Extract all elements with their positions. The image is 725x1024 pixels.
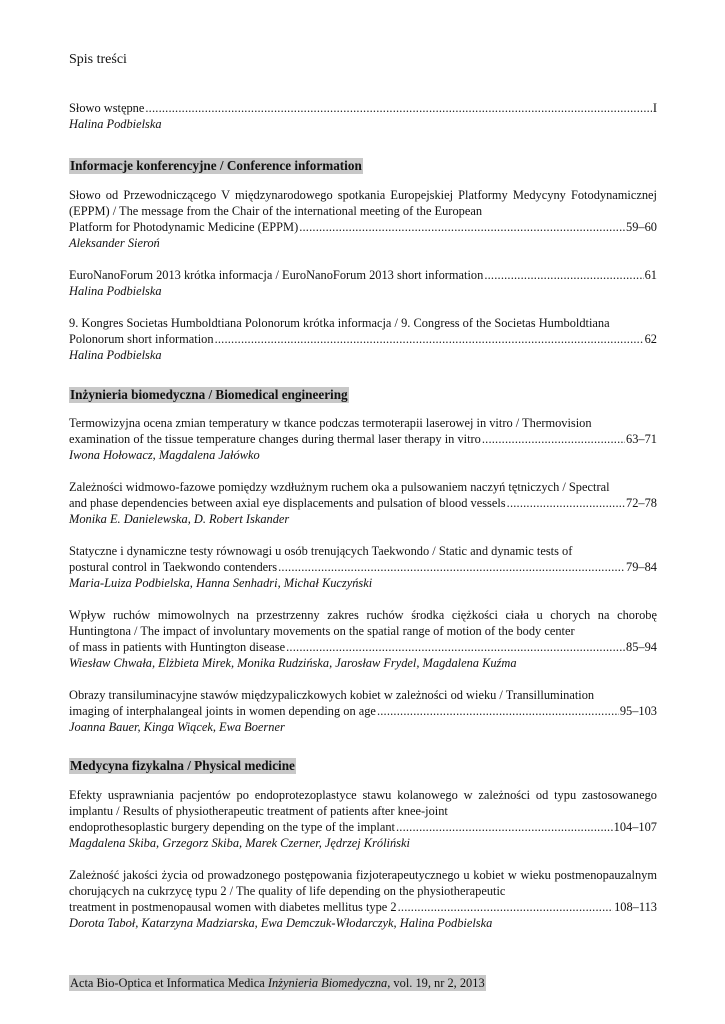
entry-authors: Joanna Bauer, Kinga Wiącek, Ewa Boerner: [69, 720, 285, 734]
section-physical-medicine: [69, 757, 657, 931]
entry-title-last-line: and phase dependencies between axial eye displacements and pulsation of blood vessels: [69, 496, 506, 510]
preface-entry: [69, 100, 657, 132]
entry-title: Słowo wstępne: [69, 101, 145, 115]
leader-dots: [299, 219, 625, 235]
entry-title: Słowo od Przewodniczącego V międzynarodowego spotkania Europejskiej Platformy Medycyny Fotodynamicznej (EPPM) / The message from the Chair of the international meeting of the European: [69, 188, 657, 218]
section-heading: Inżynieria biomedyczna / Biomedical engineering: [70, 387, 348, 402]
entry-title-last-line: postural control in Taekwondo contenders: [69, 560, 278, 574]
entry-pages: 108–113: [614, 900, 657, 914]
entry-pages: I: [652, 101, 657, 115]
entry-authors: Magdalena Skiba, Grzegorz Skiba, Marek Czerner, Jędrzej Króliński: [69, 836, 410, 850]
entry-title: Obrazy transiluminacyjne stawów międzypaliczkowych kobiet w zależności od wieku / Transillumination: [69, 688, 595, 702]
leader-dots: [507, 495, 625, 511]
entry-title-line: [69, 100, 657, 116]
entry-authors: Halina Podbielska: [69, 348, 162, 362]
entry-authors: Wiesław Chwała, Elżbieta Mirek, Monika Rudzińska, Jarosław Frydel, Magdalena Kuźma: [69, 656, 517, 670]
page-title: Spis treści: [69, 52, 127, 67]
leader-dots: [484, 267, 643, 283]
journal-footer: [69, 975, 486, 991]
entry-title: Efekty usprawniania pacjentów po endoprotezoplastyce stawu kolanowego w zależności od typu zastosowanego implantu / Results of physiotherapeutic treatment of patients after knee-joint: [69, 788, 657, 818]
leader-dots: [145, 100, 651, 116]
toc-entry: [69, 787, 657, 851]
toc-entry: [69, 267, 657, 299]
toc-entry: [69, 187, 657, 251]
entry-pages: 95–103: [619, 704, 657, 718]
leader-dots: [396, 819, 613, 835]
footer-volume-info: , vol. 19, nr 2, 2013: [387, 976, 485, 990]
leader-dots: [215, 331, 644, 347]
entry-authors: Aleksander Sieroń: [69, 236, 160, 250]
entry-title-last-line: examination of the tissue temperature changes during thermal laser therapy in vitro: [69, 432, 481, 446]
entry-pages: 63–71: [626, 432, 657, 446]
leader-dots: [482, 431, 625, 447]
entry-title: Zależność jakości życia od prowadzonego postępowania fizjoterapeutycznego u kobiet w wieku postmenopauzalnym chorujących na cukrzycę typu 2 / The quality of life depending on the physiotherapeutic: [69, 868, 657, 898]
entry-title: Zależności widmowo-fazowe pomiędzy wzdłużnym ruchem oka a pulsowaniem naczyń tętniczych / Spectral: [69, 480, 610, 494]
leader-dots: [377, 703, 619, 719]
entry-authors: Maria-Luiza Podbielska, Hanna Senhadri, Michał Kuczyński: [69, 576, 373, 590]
leader-dots: [398, 899, 613, 915]
entry-title-last-line: endoprothesoplastic burgery depending on the type of the implant: [69, 820, 395, 834]
toc-entry: [69, 315, 657, 363]
entry-title-last-line: of mass in patients with Huntington disease: [69, 640, 286, 654]
leader-dots: [278, 559, 625, 575]
toc-entry: [69, 607, 657, 671]
entry-authors: Monika E. Danielewska, D. Robert Iskander: [69, 512, 290, 526]
footer-journal-name: Acta Bio-Optica et Informatica Medica: [70, 976, 268, 990]
entry-title-last-line: Platform for Photodynamic Medicine (EPPM): [69, 220, 299, 234]
entry-authors: Halina Podbielska: [69, 117, 162, 131]
entry-pages: 61: [644, 268, 657, 282]
section-conference-information: [69, 157, 657, 363]
toc-entry: [69, 687, 657, 735]
entry-title-last-line: treatment in postmenopausal women with diabetes mellitus type 2: [69, 900, 397, 914]
entry-pages: 59–60: [626, 220, 657, 234]
section-biomedical-engineering: [69, 386, 657, 735]
entry-title: Wpływ ruchów mimowolnych na przestrzenny zakres ruchów środka ciężkości ciała u chorych na chorobę Huntingtona / The impact of involuntary movements on the spatial range of motion of the body center: [69, 608, 657, 638]
footer-journal-subtitle: Inżynieria Biomedyczna: [267, 976, 388, 990]
entry-title: 9. Kongres Societas Humboldtiana Polonorum krótka informacja / 9. Congress of the Societas Humboldtiana: [69, 316, 610, 330]
toc-entry: [69, 543, 657, 591]
toc-entry: [69, 479, 657, 527]
entry-pages: 79–84: [626, 560, 657, 574]
leader-dots: [286, 639, 625, 655]
entry-authors: Halina Podbielska: [69, 284, 162, 298]
section-heading: Informacje konferencyjne / Conference information: [70, 158, 362, 173]
entry-pages: 85–94: [626, 640, 657, 654]
entry-pages: 104–107: [613, 820, 657, 834]
section-heading: Medycyna fizykalna / Physical medicine: [70, 758, 295, 773]
toc-entry: [69, 415, 657, 463]
entry-pages: 62: [644, 332, 657, 346]
entry-title-last-line: imaging of interphalangeal joints in women depending on age: [69, 704, 376, 718]
entry-title-last-line: EuroNanoForum 2013 krótka informacja / EuroNanoForum 2013 short information: [69, 268, 484, 282]
entry-title-last-line: Polonorum short information: [69, 332, 214, 346]
entry-title: Statyczne i dynamiczne testy równowagi u osób trenujących Taekwondo / Static and dynamic tests of: [69, 544, 573, 558]
entry-pages: 72–78: [626, 496, 657, 510]
entry-authors: Iwona Hołowacz, Magdalena Jałówko: [69, 448, 260, 462]
entry-authors: Dorota Taboł, Katarzyna Madziarska, Ewa Demczuk-Włodarczyk, Halina Podbielska: [69, 916, 493, 930]
toc-entry: [69, 867, 657, 931]
entry-title: Termowizyjna ocena zmian temperatury w tkance podczas termoterapii laserowej in vitro / Thermovision: [69, 416, 592, 430]
